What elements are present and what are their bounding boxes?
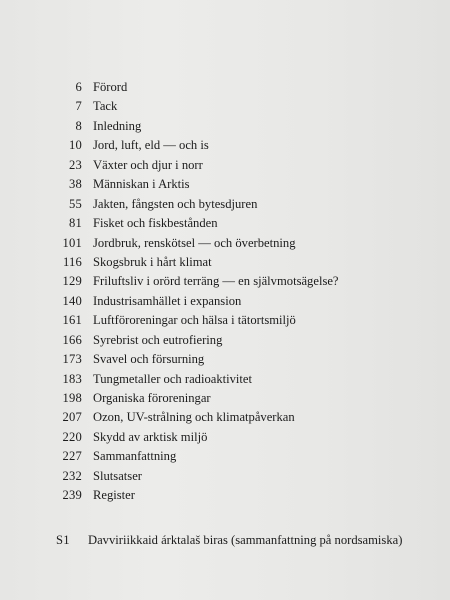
toc-page-number: 207 [62, 410, 82, 425]
toc-entry [56, 177, 436, 196]
toc-entry [56, 80, 436, 99]
toc-title: Syrebrist och eutrofiering [93, 332, 223, 347]
toc-page-number: 101 [62, 235, 82, 250]
toc-title: Fisket och fiskbestånden [93, 216, 218, 231]
toc-entry [56, 488, 436, 507]
toc-page-number: 55 [69, 196, 82, 211]
toc-page-number: 38 [69, 177, 82, 192]
toc-entry [56, 430, 436, 449]
toc-page-number: 239 [62, 488, 82, 503]
toc-entry [56, 469, 436, 488]
toc-page-number: 81 [69, 216, 82, 231]
toc-title: Organiska föroreningar [93, 391, 211, 405]
toc-page-number: 129 [62, 274, 82, 289]
toc-page-number: 198 [62, 391, 82, 405]
toc-entry [56, 138, 436, 157]
toc-title: Tack [93, 99, 118, 114]
toc-page-number: 10 [69, 138, 82, 153]
toc-page-number: 166 [62, 332, 82, 347]
toc-title: Förord [93, 80, 128, 94]
toc-entry [56, 533, 446, 552]
toc-page-number: 183 [62, 371, 82, 386]
toc-page-number: 7 [75, 99, 82, 114]
toc-title: Friluftsliv i orörd terräng — en självmotsägelse? [93, 274, 339, 289]
table-of-contents [56, 80, 436, 508]
toc-entry [56, 333, 436, 352]
toc-title: Register [93, 488, 135, 503]
toc-page-number: 161 [62, 313, 82, 328]
toc-page-number: 140 [62, 293, 82, 308]
toc-page-number: 173 [62, 352, 82, 367]
toc-entry [56, 274, 436, 293]
toc-entry [56, 352, 436, 371]
toc-title: Jordbruk, renskötsel — och överbetning [93, 235, 296, 250]
toc-title: Skogsbruk i hårt klimat [93, 254, 212, 269]
toc-title: Slutsatser [93, 468, 142, 483]
toc-title: Jord, luft, eld — och is [93, 138, 209, 153]
toc-entry [56, 236, 436, 255]
toc-entry [56, 294, 436, 313]
toc-page-number: S1 [56, 533, 70, 547]
toc-page-number: 116 [62, 254, 82, 269]
toc-title: Industrisamhället i expansion [93, 293, 242, 308]
toc-entry [56, 391, 436, 410]
toc-entry [56, 313, 436, 332]
toc-entry [56, 216, 436, 235]
toc-title: Sammanfattning [93, 449, 177, 464]
toc-title: Skydd av arktisk miljö [93, 429, 208, 444]
toc-entry [56, 410, 436, 429]
toc-entry [56, 158, 436, 177]
toc-page-number: 232 [62, 468, 82, 483]
toc-title: Inledning [93, 118, 142, 133]
toc-entry [56, 119, 436, 138]
toc-title: Svavel och försurning [93, 352, 205, 367]
toc-title: Människan i Arktis [93, 177, 190, 192]
toc-entry [56, 449, 436, 468]
toc-entry [56, 372, 436, 391]
toc-title: Tungmetaller och radioaktivitet [93, 371, 253, 386]
toc-title: Davviriikkaid árktalaš biras (sammanfattning på nordsamiska) [88, 533, 403, 547]
toc-title: Ozon, UV-strålning och klimatpåverkan [93, 410, 295, 425]
toc-title: Jakten, fångsten och bytesdjuren [93, 196, 258, 211]
toc-page-number: 6 [75, 80, 82, 94]
toc-page-number: 8 [75, 118, 82, 133]
toc-title: Luftföroreningar och hälsa i tätortsmiljö [93, 313, 296, 328]
toc-page-number: 227 [62, 449, 82, 464]
toc-entry [56, 99, 436, 118]
toc-title: Växter och djur i norr [93, 157, 203, 172]
toc-page-number: 220 [62, 429, 82, 444]
toc-entry [56, 255, 436, 274]
summary-entry [56, 533, 446, 552]
toc-entry [56, 197, 436, 216]
toc-page-number: 23 [69, 157, 82, 172]
